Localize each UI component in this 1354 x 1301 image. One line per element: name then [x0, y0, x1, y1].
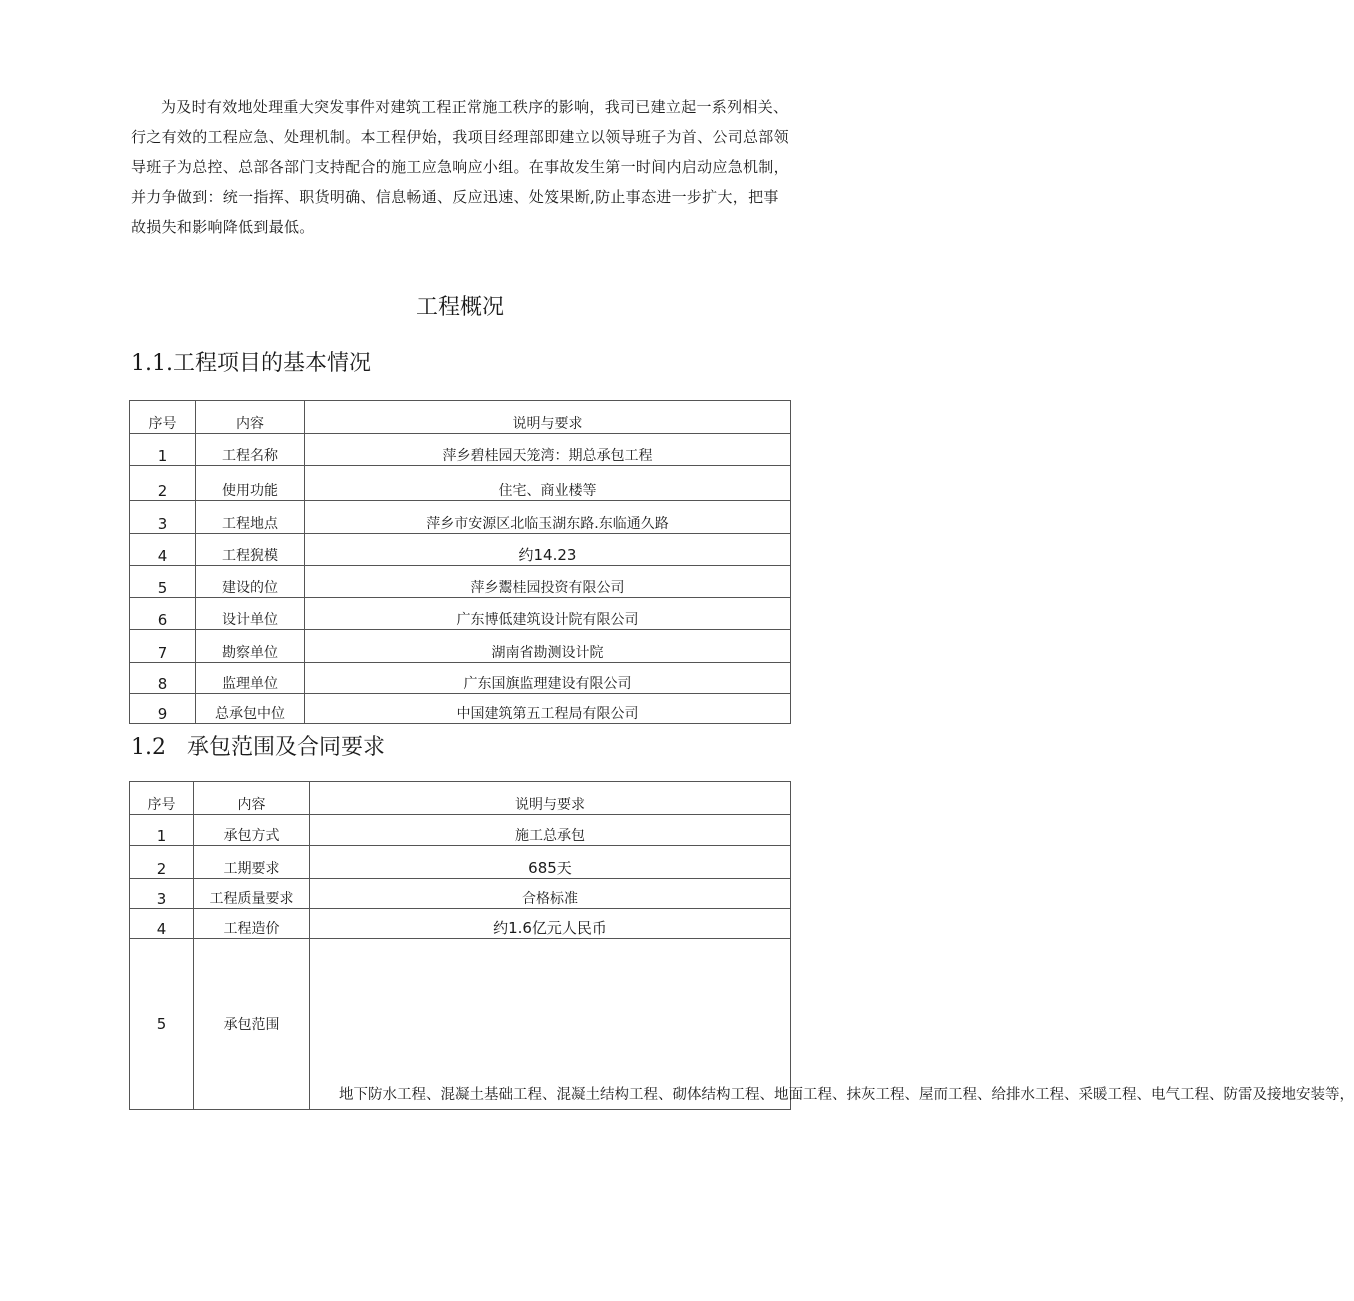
row-desc: 广东博低建筑设计院有限公司 — [305, 598, 791, 630]
table-row — [130, 534, 791, 566]
table-row — [130, 598, 791, 630]
row-no: 1 — [130, 815, 194, 846]
row-item: 工程地点 — [196, 501, 305, 534]
row-item: 设计单位 — [196, 598, 305, 630]
row-desc: 中国建筑第五工程局有限公司 — [305, 694, 791, 724]
table-row — [130, 939, 791, 1110]
header-desc: 说明与要求 — [305, 401, 791, 434]
table-row — [130, 815, 791, 846]
row-item: 承包方式 — [194, 815, 310, 846]
row-desc: 约1.6亿元人民币 — [310, 909, 791, 939]
table-row — [130, 466, 791, 501]
table-row — [130, 694, 791, 724]
table-row — [130, 566, 791, 598]
row-item: 使用功能 — [196, 466, 305, 501]
row-desc: 施工总承包 — [310, 815, 791, 846]
row-item: 承包范围 — [194, 939, 310, 1110]
row-item: 工程质量要求 — [194, 879, 310, 909]
row-item: 工程造价 — [194, 909, 310, 939]
row-item: 工程名称 — [196, 434, 305, 466]
row-item: 工期要求 — [194, 846, 310, 879]
row-desc: 萍乡市安源区北临玉湖东路.东临通久路 — [305, 501, 791, 534]
row-item: 监理单位 — [196, 663, 305, 694]
section2-heading: 1.2 承包范围及合同要求 — [131, 735, 385, 760]
row-desc: 合格标准 — [310, 879, 791, 909]
table-row — [130, 879, 791, 909]
row-desc: 萍乡碧桂园天笼湾：期总承包工程 — [305, 434, 791, 466]
table-row — [130, 434, 791, 466]
row-desc: 萍乡鬻桂园投资有限公司 — [305, 566, 791, 598]
row-item: 工程猊模 — [196, 534, 305, 566]
row-no: 9 — [130, 694, 196, 724]
header-desc: 说明与要求 — [310, 782, 791, 815]
row-no: 2 — [130, 466, 196, 501]
document-title: 工程概况 — [415, 295, 504, 320]
table-row — [130, 663, 791, 694]
row-desc: 湖南省勘测设计院 — [305, 630, 791, 663]
table-row — [130, 501, 791, 534]
table-row — [130, 630, 791, 663]
table-row — [130, 846, 791, 879]
table-row — [130, 909, 791, 939]
project-basic-info-table — [129, 400, 791, 724]
row-item: 勘察单位 — [196, 630, 305, 663]
row-no: 3 — [130, 879, 194, 909]
row-item: 总承包中位 — [196, 694, 305, 724]
row-no: 5 — [130, 566, 196, 598]
row-no: 1 — [130, 434, 196, 466]
row-no: 7 — [130, 630, 196, 663]
row-desc: 地下防水工程、混凝土基础工程、混凝土结构工程、砌体结构工程、地面工程、抹灰工程、屋而工程、给排水工程、采暖工程、电气工程、防雷及接地安装等， — [310, 939, 791, 1110]
contract-scope-table — [129, 781, 1354, 1110]
header-item: 内容 — [194, 782, 310, 815]
row-no: 3 — [130, 501, 196, 534]
row-no: 4 — [130, 534, 196, 566]
row-no: 4 — [130, 909, 194, 939]
header-no: 序号 — [130, 401, 196, 434]
row-no: 6 — [130, 598, 196, 630]
table-header-row — [130, 401, 791, 434]
table-header-row — [130, 782, 791, 815]
row-desc: 约14.23 — [305, 534, 791, 566]
row-no: 5 — [130, 939, 194, 1110]
row-item: 建设的位 — [196, 566, 305, 598]
section1-heading: 1.1.工程项目的基本情况 — [131, 351, 371, 376]
row-desc: 住宅、商业楼等 — [305, 466, 791, 501]
header-item: 内容 — [196, 401, 305, 434]
intro-paragraph: 为及时有效地处理重大突发事件对建筑工程正常施工秩序的影响，我司已建立起一系列相关、行之有效的工程应急、处理机制。本工程伊始，我项目经理部即建立以领导班子为首、公司总部领导班子为总控、总部各部门支持配合的施工应急响应小组。在事故发生第一时间内启动应急机制，并力争做到：统一指挥、职货明确、信息畅通、反应迅速、处笈果断,防止事态进一步扩大，把事故损失和影响降低到最低。 — [131, 98, 789, 236]
row-no: 8 — [130, 663, 196, 694]
header-no: 序号 — [130, 782, 194, 815]
row-desc: 685天 — [310, 846, 791, 879]
row-desc: 广东国旗监理建设有限公司 — [305, 663, 791, 694]
row-no: 2 — [130, 846, 194, 879]
